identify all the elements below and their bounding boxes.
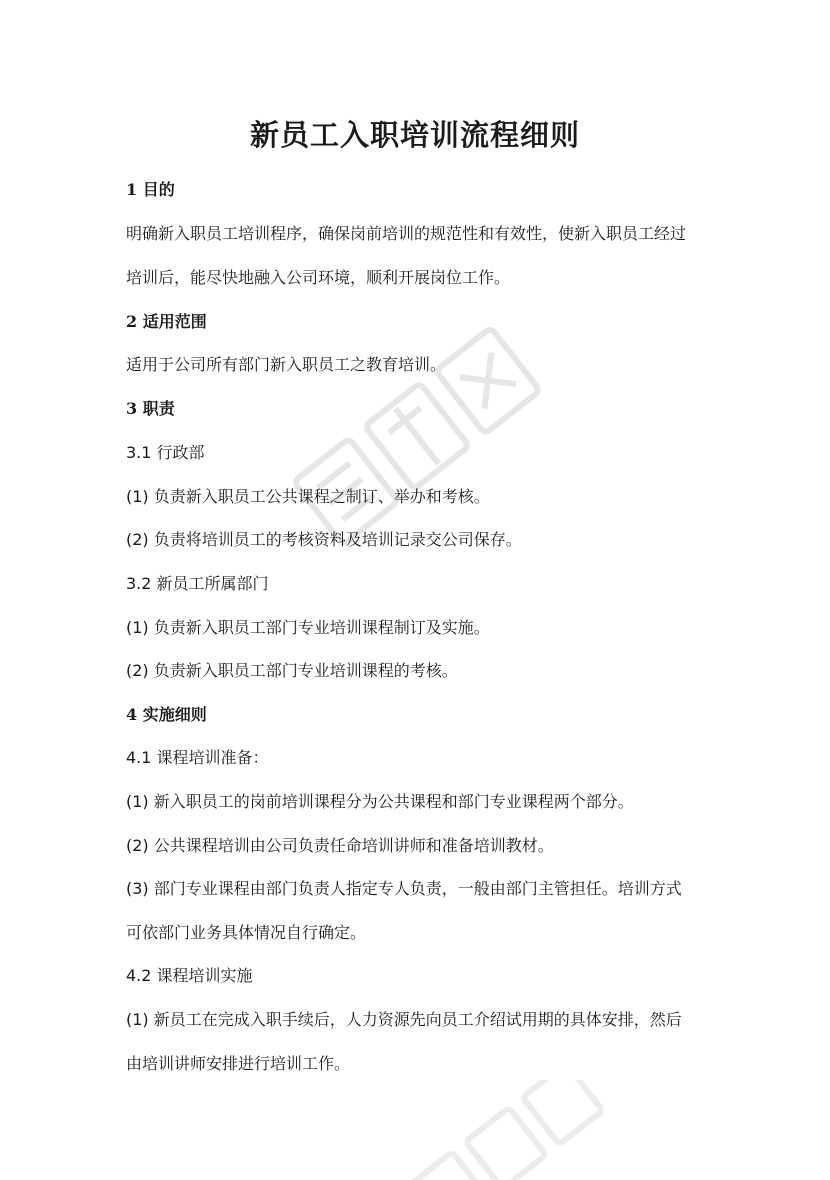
watermark-logo-bottom (380, 1080, 620, 1180)
paragraph-line: 明确新入职员工培训程序，确保岗前培训的规范性和有效性，使新入职员工经过 (126, 224, 687, 243)
paragraph-line: 可依部门业务具体情况自行确定。 (126, 923, 367, 942)
list-item: (1) 新入职员工的岗前培训课程分为公共课程和部门专业课程两个部分。 (126, 792, 634, 811)
paragraph-line: 适用于公司所有部门新入职员工之教育培训。 (126, 355, 447, 374)
list-item: (2) 公共课程培训由公司负责任命培训讲师和准备培训教材。 (126, 836, 554, 855)
document-title: 新员工入职培训流程细则 (249, 118, 580, 152)
subsection-heading: 3.2 新员工所属部门 (126, 574, 269, 593)
subsection-heading: 4.1 课程培训准备： (126, 748, 269, 767)
section-heading-responsibilities: 3 职责 (126, 399, 175, 418)
subsection-heading: 4.2 课程培训实施 (126, 966, 253, 985)
list-item: (3) 部门专业课程由部门负责人指定专人负责，一般由部门主管担任。培训方式 (126, 879, 682, 898)
paragraph-line: 培训后，能尽快地融入公司环境，顺利开展岗位工作。 (126, 268, 511, 287)
paragraph-line: 由培训讲师安排进行培训工作。 (126, 1054, 351, 1073)
list-item: (2) 负责新入职员工部门专业培训课程的考核。 (126, 661, 458, 680)
section-heading-implementation: 4 实施细则 (126, 705, 207, 724)
list-item: (1) 负责新入职员工部门专业培训课程制订及实施。 (126, 618, 490, 637)
section-heading-purpose: 1 目的 (126, 180, 175, 199)
section-heading-scope: 2 适用范围 (126, 312, 207, 331)
subsection-heading: 3.1 行政部 (126, 443, 205, 462)
list-item: (2) 负责将培训员工的考核资料及培训记录交公司保存。 (126, 530, 522, 549)
list-item: (1) 负责新入职员工公共课程之制订、举办和考核。 (126, 487, 490, 506)
list-item: (1) 新员工在完成入职手续后，人力资源先向员工介绍试用期的具体安排，然后 (126, 1010, 682, 1029)
